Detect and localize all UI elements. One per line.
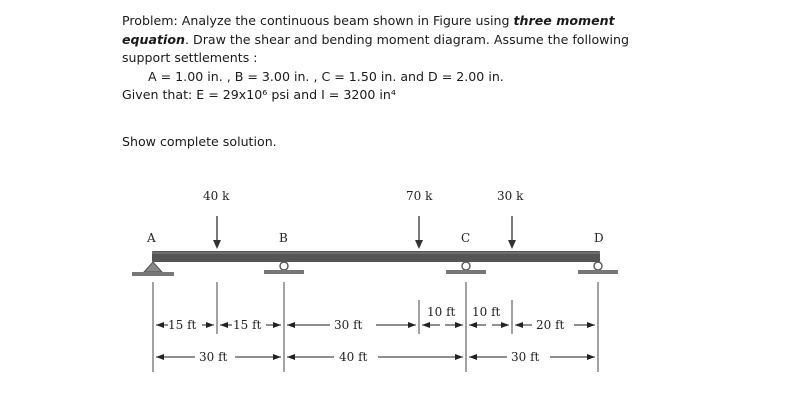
dim-label-10ft-2: 10 ft [472, 305, 501, 319]
load-label-30k: 30 k [497, 189, 524, 203]
problem-line-3: support settlements : [122, 50, 258, 65]
support-C-roller-icon [446, 262, 486, 274]
span-label-CD: 30 ft [511, 350, 540, 364]
dim-label-15ft-2: 15 ft [233, 318, 262, 332]
show-solution-text: Show complete solution. [122, 134, 277, 149]
problem-emphasis-1: three moment [513, 13, 615, 28]
span-label-AB: 30 ft [199, 350, 228, 364]
load-label-70k: 70 k [406, 189, 433, 203]
dim-label-15ft-1: 15 ft [168, 318, 197, 332]
settlements-line: A = 1.00 in. , B = 3.00 in. , C = 1.50 in. and D = 2.00 in. [148, 68, 504, 84]
load-arrow-70k-icon [415, 216, 423, 249]
given-line: Given that: E = 29x10⁶ psi and I = 3200 in⁴ [122, 87, 396, 102]
load-label-40k: 40 k [203, 189, 230, 203]
support-D-roller-icon [578, 262, 618, 274]
support-label-A: A [147, 231, 156, 245]
support-label-D: D [594, 231, 604, 245]
support-label-B: B [279, 231, 288, 245]
dim-label-30ft-upper: 30 ft [334, 318, 363, 332]
load-arrow-30k-icon [508, 216, 516, 249]
span-label-BC: 40 ft [339, 350, 368, 364]
support-label-C: C [461, 231, 471, 245]
dim-label-10ft-1: 10 ft [427, 305, 456, 319]
problem-line-2-text: . Draw the shear and bending moment diagram. Assume the following [184, 31, 629, 47]
problem-emphasis-2: equation [122, 31, 185, 47]
support-B-roller-icon [264, 262, 304, 274]
support-A-pin-icon [132, 262, 174, 276]
dim-label-20ft: 20 ft [536, 318, 565, 332]
problem-line-1-text: Problem: Analyze the continuous beam shown in Figure using [122, 13, 514, 28]
load-arrow-40k-icon [213, 216, 221, 249]
